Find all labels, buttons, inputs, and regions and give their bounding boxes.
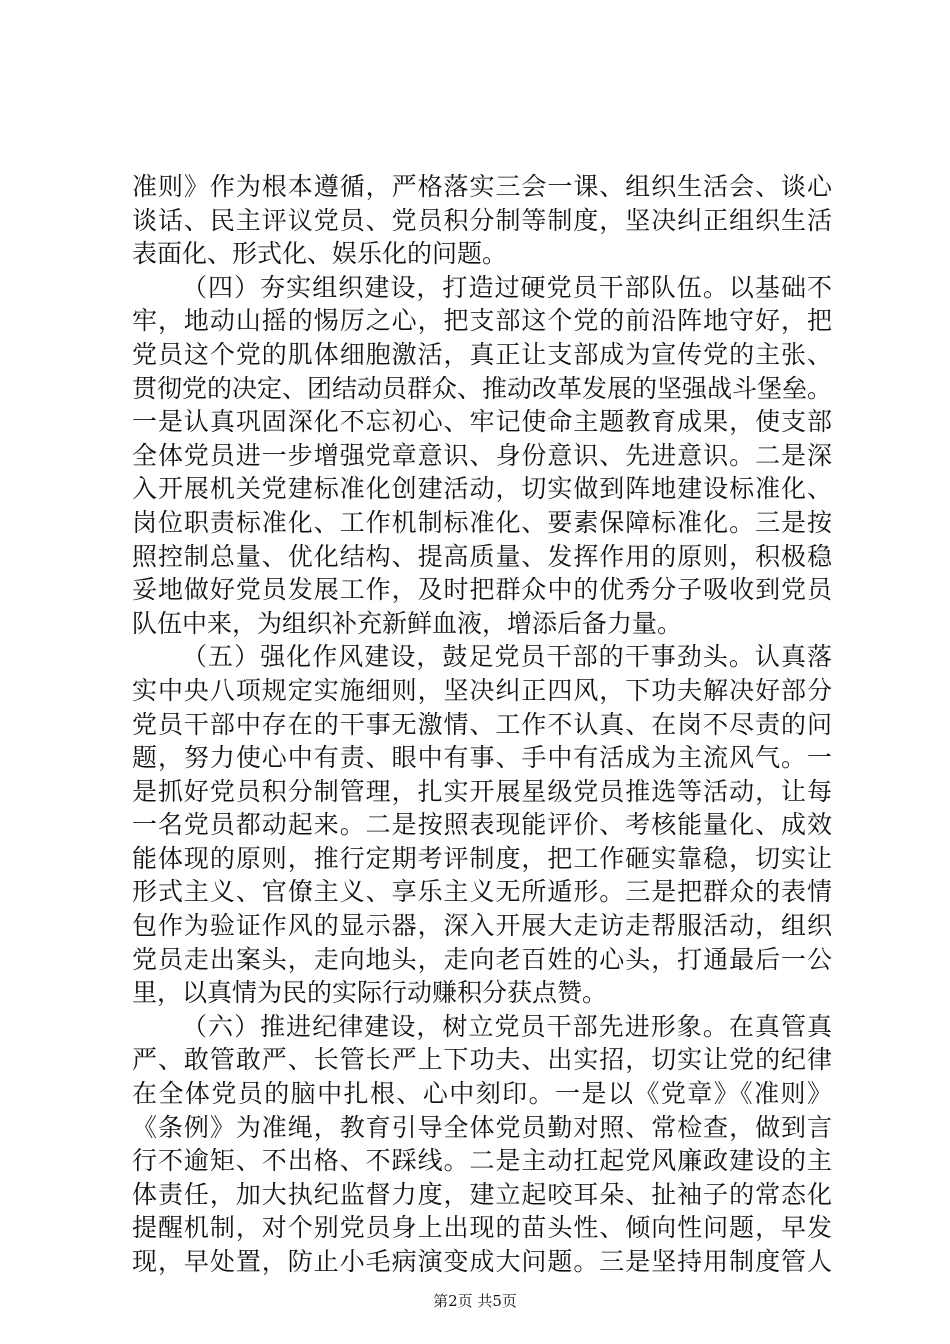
text-line: 一是认真巩固深化不忘初心、牢记使命主题教育成果，使支部	[132, 407, 832, 437]
text-line: 入开展机关党建标准化创建活动，切实做到阵地建设标准化、	[132, 474, 832, 504]
text-line: 表面化、形式化、娱乐化的问题。	[132, 239, 508, 269]
section-heading-line: （六）推进纪律建设，树立党员干部先进形象。在真管真	[182, 1011, 832, 1041]
text-line: 包作为验证作风的显示器，深入开展大走访走帮服活动，组织	[132, 911, 832, 941]
text-line: 实中央八项规定实施细则，坚决纠正四风，下功夫解决好部分	[132, 675, 832, 705]
text-line: 一名党员都动起来。二是按照表现能评价、考核能量化、成效	[132, 810, 832, 840]
text-line: 贯彻党的决定、团结动员群众、推动改革发展的坚强战斗堡垒。	[132, 373, 832, 403]
text-line: 全体党员进一步增强党章意识、身份意识、先进意识。二是深	[132, 440, 832, 470]
text-line: 准则》作为根本遵循，严格落实三会一课、组织生活会、谈心	[132, 172, 832, 201]
text-line: 党员走出案头，走向地头，走向老百姓的心头，打通最后一公	[132, 944, 832, 974]
text-line: 提醒机制，对个别党员身上出现的苗头性、倾向性问题，早发	[132, 1213, 832, 1243]
text-line: 党员干部中存在的干事无激情、工作不认真、在岗不尽责的问	[132, 709, 832, 739]
text-line: 岗位职责标准化、工作机制标准化、要素保障标准化。三是按	[132, 507, 832, 537]
body-text	[132, 170, 832, 1279]
text-line: 谈话、民主评议党员、党员积分制等制度，坚决纠正组织生活	[132, 205, 832, 235]
page-number-footer: 第2页 共5页	[433, 1292, 517, 1310]
text-line: 是抓好党员积分制管理，扎实开展星级党员推选等活动，让每	[132, 776, 832, 806]
text-line: 形式主义、官僚主义、享乐主义无所遁形。三是把群众的表情	[132, 877, 832, 907]
text-line: 体责任，加大执纪监督力度，建立起咬耳朵、扯袖子的常态化	[132, 1179, 832, 1209]
text-line: 现，早处置，防止小毛病演变成大问题。三是坚持用制度管人	[132, 1247, 832, 1276]
text-line: 行不逾矩、不出格、不踩线。二是主动扛起党风廉政建设的主	[132, 1146, 832, 1176]
text-line: 牢，地动山摇的惕厉之心，把支部这个党的前沿阵地守好，把	[132, 306, 832, 336]
text-line: 妥地做好党员发展工作，及时把群众中的优秀分子吸收到党员	[132, 575, 832, 605]
text-line: 能体现的原则，推行定期考评制度，把工作砸实靠稳，切实让	[132, 843, 832, 873]
text-line: 党员这个党的肌体细胞激活，真正让支部成为宣传党的主张、	[132, 339, 832, 369]
section-heading-line: （五）强化作风建设，鼓足党员干部的干事劲头。认真落	[182, 642, 832, 672]
text-line: 里，以真情为民的实际行动赚积分获点赞。	[132, 978, 608, 1008]
section-heading-line: （四）夯实组织建设，打造过硬党员干部队伍。以基础不	[182, 272, 832, 302]
text-line: 题，努力使心中有责、眼中有事、手中有活成为主流风气。一	[132, 743, 832, 773]
text-line: 在全体党员的脑中扎根、心中刻印。一是以《党章》《准则》	[132, 1079, 832, 1109]
text-line: 严、敢管敢严、长管长严上下功夫、出实招，切实让党的纪律	[132, 1045, 832, 1075]
text-line: 照控制总量、优化结构、提高质量、发挥作用的原则，积极稳	[132, 541, 832, 571]
text-line: 队伍中来，为组织补充新鲜血液，增添后备力量。	[132, 608, 683, 638]
text-line: 《条例》为准绳，教育引导全体党员勤对照、常检查，做到言	[132, 1112, 832, 1142]
